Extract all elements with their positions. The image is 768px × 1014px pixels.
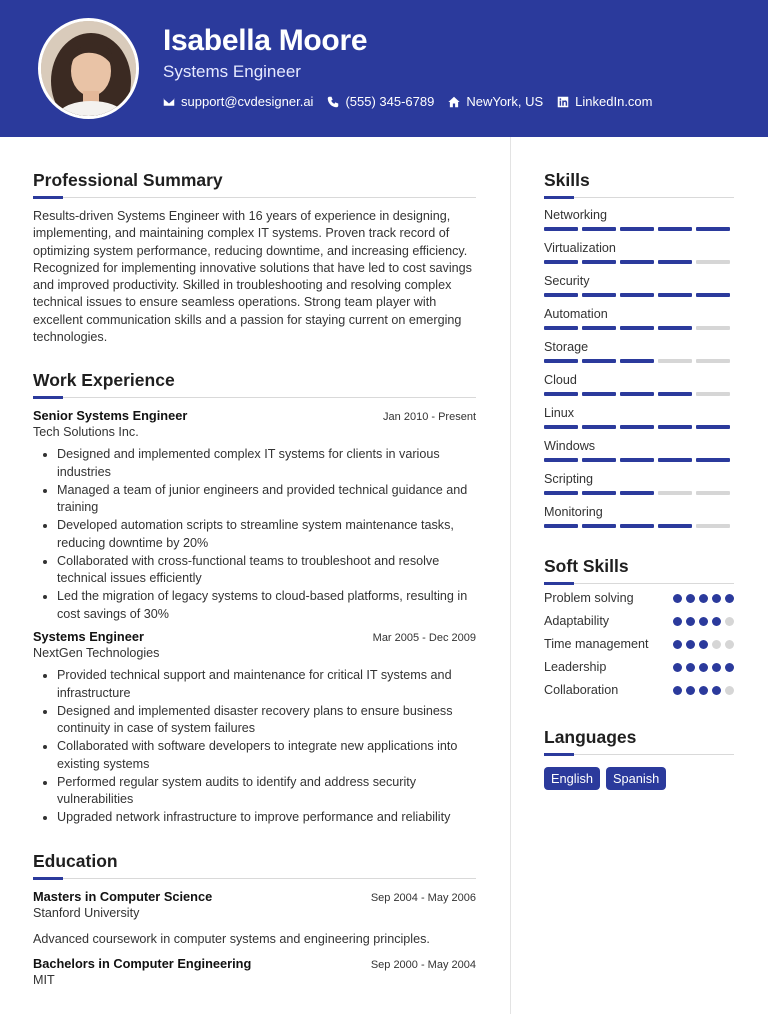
rating-dot	[712, 640, 721, 649]
skill-item	[544, 406, 734, 429]
rating-dot	[725, 617, 734, 626]
rating-dot	[712, 617, 721, 626]
skill-level-segment	[658, 458, 692, 462]
skill-level-bar	[544, 458, 734, 462]
summary-heading: Professional Summary	[33, 170, 476, 198]
rating-dot	[712, 686, 721, 695]
skill-level-segment	[582, 293, 616, 297]
skill-level-segment	[544, 260, 578, 264]
languages-list	[544, 767, 734, 790]
job-bullets	[33, 667, 476, 827]
soft-skill-name: Leadership	[544, 660, 607, 674]
skills-list	[544, 208, 734, 528]
job-bullet: • Managed a team of junior engineers and provided technical guidance and training	[57, 482, 476, 517]
skill-level-segment	[544, 359, 578, 363]
soft-skill-item	[544, 636, 734, 653]
rating-dot	[673, 640, 682, 649]
language-badge: Spanish	[606, 767, 666, 790]
contact-linkedin[interactable]	[557, 94, 652, 109]
skill-level-segment	[658, 524, 692, 528]
skill-level-segment	[582, 359, 616, 363]
skill-item	[544, 241, 734, 264]
skill-item	[544, 340, 734, 363]
rating-dot	[699, 594, 708, 603]
skill-level-segment	[544, 491, 578, 495]
rating-dot	[673, 617, 682, 626]
profile-photo	[38, 18, 139, 119]
job-bullet: • Designed and implemented disaster recovery plans to ensure business continuity in case of system failures	[57, 703, 476, 738]
soft-skill-item	[544, 590, 734, 607]
job-role: Systems Engineer	[33, 629, 144, 645]
skill-item	[544, 373, 734, 396]
rating-dot	[699, 663, 708, 672]
rating-dot	[673, 663, 682, 672]
language-badge: English	[544, 767, 600, 790]
skill-level-segment	[696, 227, 730, 231]
skill-level-bar	[544, 524, 734, 528]
school-name: MIT	[33, 972, 55, 987]
skill-level-segment	[696, 458, 730, 462]
rating-dot	[725, 640, 734, 649]
rating-dot	[712, 663, 721, 672]
skill-level-segment	[620, 359, 654, 363]
skill-level-segment	[582, 326, 616, 330]
skill-name: Storage	[544, 340, 589, 354]
skill-level-segment	[544, 524, 578, 528]
job-bullet: • Performed regular system audits to identify and address security vulnerabilities	[57, 774, 476, 809]
rating-dot	[725, 594, 734, 603]
contact-location-text: NewYork, US	[466, 94, 544, 109]
skill-level-bar	[544, 260, 734, 264]
candidate-title: Systems Engineer	[163, 62, 301, 81]
skills-heading: Skills	[544, 170, 734, 198]
job-bullet: • Designed and implemented complex IT systems for clients in various industries	[57, 446, 476, 481]
contact-phone[interactable]	[327, 94, 434, 109]
skill-level-segment	[696, 491, 730, 495]
skill-level-bar	[544, 491, 734, 495]
education-dates: Sep 2004 - May 2006	[370, 891, 476, 904]
soft-skill-name: Collaboration	[544, 683, 619, 697]
job-bullet: • Collaborated with cross-functional teams to troubleshoot and resolve technical issues efficiently	[57, 553, 476, 588]
candidate-name: Isabella Moore	[163, 24, 368, 57]
skill-level-bar	[544, 359, 734, 363]
skill-level-segment	[582, 392, 616, 396]
soft-skill-rating	[673, 640, 734, 649]
skill-level-segment	[582, 227, 616, 231]
job-company: Tech Solutions Inc.	[33, 425, 139, 440]
contact-location	[448, 94, 543, 109]
skill-level-segment	[620, 458, 654, 462]
rating-dot	[725, 663, 734, 672]
job-bullet: • Provided technical support and maintenance for critical IT systems and infrastructure	[57, 667, 476, 702]
skill-level-segment	[658, 227, 692, 231]
rating-dot	[699, 686, 708, 695]
resume-header	[0, 0, 768, 137]
contact-phone-text: (555) 345-6789	[345, 94, 435, 109]
skill-level-segment	[696, 425, 730, 429]
skill-level-segment	[696, 524, 730, 528]
rating-dot	[686, 663, 695, 672]
school-name: Stanford University	[33, 905, 140, 920]
rating-dot	[686, 594, 695, 603]
rating-dot	[673, 594, 682, 603]
sidebar-column	[544, 170, 734, 790]
skill-level-segment	[544, 425, 578, 429]
skill-level-segment	[696, 293, 730, 297]
soft-skill-rating	[673, 663, 734, 672]
portrait-image	[41, 21, 139, 119]
soft-skill-name: Adaptability	[544, 614, 610, 628]
envelope-icon	[163, 96, 175, 108]
skill-name: Automation	[544, 307, 608, 321]
soft-skill-rating	[673, 617, 734, 626]
job-entry	[33, 629, 476, 827]
skill-level-segment	[658, 491, 692, 495]
rating-dot	[712, 594, 721, 603]
skill-item	[544, 439, 734, 462]
soft-skill-name: Problem solving	[544, 591, 634, 605]
skill-level-segment	[544, 392, 578, 396]
job-dates: Jan 2010 - Present	[383, 411, 476, 424]
skill-level-segment	[544, 458, 578, 462]
soft-skill-item	[544, 613, 734, 630]
job-company: NextGen Technologies	[33, 646, 160, 661]
skill-level-segment	[582, 425, 616, 429]
skill-level-segment	[696, 392, 730, 396]
education-dates: Sep 2000 - May 2004	[370, 958, 476, 971]
contact-email[interactable]	[163, 94, 313, 109]
education-entry	[33, 889, 476, 946]
skill-level-segment	[658, 392, 692, 396]
soft-skills-heading: Soft Skills	[544, 556, 734, 584]
skill-item	[544, 472, 734, 495]
skill-level-segment	[582, 524, 616, 528]
skill-level-bar	[544, 425, 734, 429]
skill-level-segment	[696, 260, 730, 264]
skill-level-segment	[658, 260, 692, 264]
skill-name: Cloud	[544, 373, 577, 387]
skill-level-segment	[696, 359, 730, 363]
skill-name: Linux	[544, 406, 575, 420]
home-icon	[448, 96, 460, 108]
rating-dot	[686, 686, 695, 695]
education-entry	[33, 956, 476, 987]
skill-level-segment	[620, 425, 654, 429]
rating-dot	[699, 617, 708, 626]
skill-level-segment	[544, 227, 578, 231]
skill-name: Networking	[544, 208, 607, 222]
experience-heading: Work Experience	[33, 370, 476, 398]
soft-skill-name: Time management	[544, 637, 649, 651]
soft-skills-list	[544, 590, 734, 699]
skill-name: Scripting	[544, 472, 593, 486]
education-heading: Education	[33, 851, 476, 879]
skill-item	[544, 307, 734, 330]
contact-linkedin-text: LinkedIn.com	[575, 94, 653, 109]
phone-icon	[327, 96, 339, 108]
skill-level-segment	[696, 326, 730, 330]
main-column	[33, 170, 476, 987]
skill-level-segment	[620, 326, 654, 330]
job-bullet: • Led the migration of legacy systems to cloud-based platforms, resulting in cost savings of 30%	[57, 588, 476, 623]
job-dates: Mar 2005 - Dec 2009	[372, 632, 476, 645]
skill-level-segment	[620, 260, 654, 264]
skill-name: Windows	[544, 439, 596, 453]
skill-level-segment	[544, 326, 578, 330]
skill-level-bar	[544, 227, 734, 231]
job-bullet: • Upgraded network infrastructure to improve performance and reliability	[57, 809, 476, 827]
job-bullet: • Collaborated with software developers to integrate new applications into existing systems	[57, 738, 476, 773]
skill-name: Virtualization	[544, 241, 616, 255]
skill-item	[544, 505, 734, 528]
languages-heading: Languages	[544, 727, 734, 755]
soft-skill-item	[544, 659, 734, 676]
skill-level-segment	[658, 425, 692, 429]
linkedin-icon	[557, 96, 569, 108]
degree-name: Bachelors in Computer Engineering	[33, 955, 252, 971]
skill-level-segment	[544, 293, 578, 297]
job-bullet: • Developed automation scripts to streamline system maintenance tasks, reducing downtime by 20%	[57, 517, 476, 552]
skill-level-segment	[658, 326, 692, 330]
skill-level-segment	[620, 293, 654, 297]
column-divider	[510, 137, 511, 1014]
skill-level-segment	[620, 524, 654, 528]
soft-skill-item	[544, 682, 734, 699]
rating-dot	[686, 617, 695, 626]
education-description: Advanced coursework in computer systems and engineering principles.	[33, 931, 430, 946]
degree-name: Masters in Computer Science	[33, 888, 213, 904]
skill-level-segment	[620, 227, 654, 231]
skill-name: Monitoring	[544, 505, 603, 519]
contact-list	[163, 94, 653, 109]
rating-dot	[699, 640, 708, 649]
job-bullets	[33, 446, 476, 623]
skill-level-segment	[582, 491, 616, 495]
skill-level-segment	[582, 260, 616, 264]
skill-level-bar	[544, 326, 734, 330]
skill-level-bar	[544, 392, 734, 396]
skill-level-segment	[620, 392, 654, 396]
summary-text: Results-driven Systems Engineer with 16 years of experience in designing, implementing, and maintaining complex IT systems. Proven track record of optimizing system performance, reducing downtime, and increasing efficiency. Recognized for implementing innovative solutions that have led to cost savings and improved productivity. Skilled in troubleshooting and resolving complex technical issues to ensure seamless operations. Strong team player with excellent communication skills and a passion for staying current on emerging technologies.	[33, 209, 472, 345]
skill-level-segment	[658, 359, 692, 363]
skill-item	[544, 274, 734, 297]
skill-level-segment	[582, 458, 616, 462]
rating-dot	[686, 640, 695, 649]
soft-skill-rating	[673, 594, 734, 603]
job-entry	[33, 408, 476, 623]
rating-dot	[725, 686, 734, 695]
soft-skill-rating	[673, 686, 734, 695]
rating-dot	[673, 686, 682, 695]
job-role: Senior Systems Engineer	[33, 408, 188, 424]
skill-item	[544, 208, 734, 231]
skill-level-segment	[620, 491, 654, 495]
skill-level-bar	[544, 293, 734, 297]
skill-level-segment	[658, 293, 692, 297]
contact-email-text: support@cvdesigner.ai	[181, 94, 314, 109]
skill-name: Security	[544, 274, 590, 288]
